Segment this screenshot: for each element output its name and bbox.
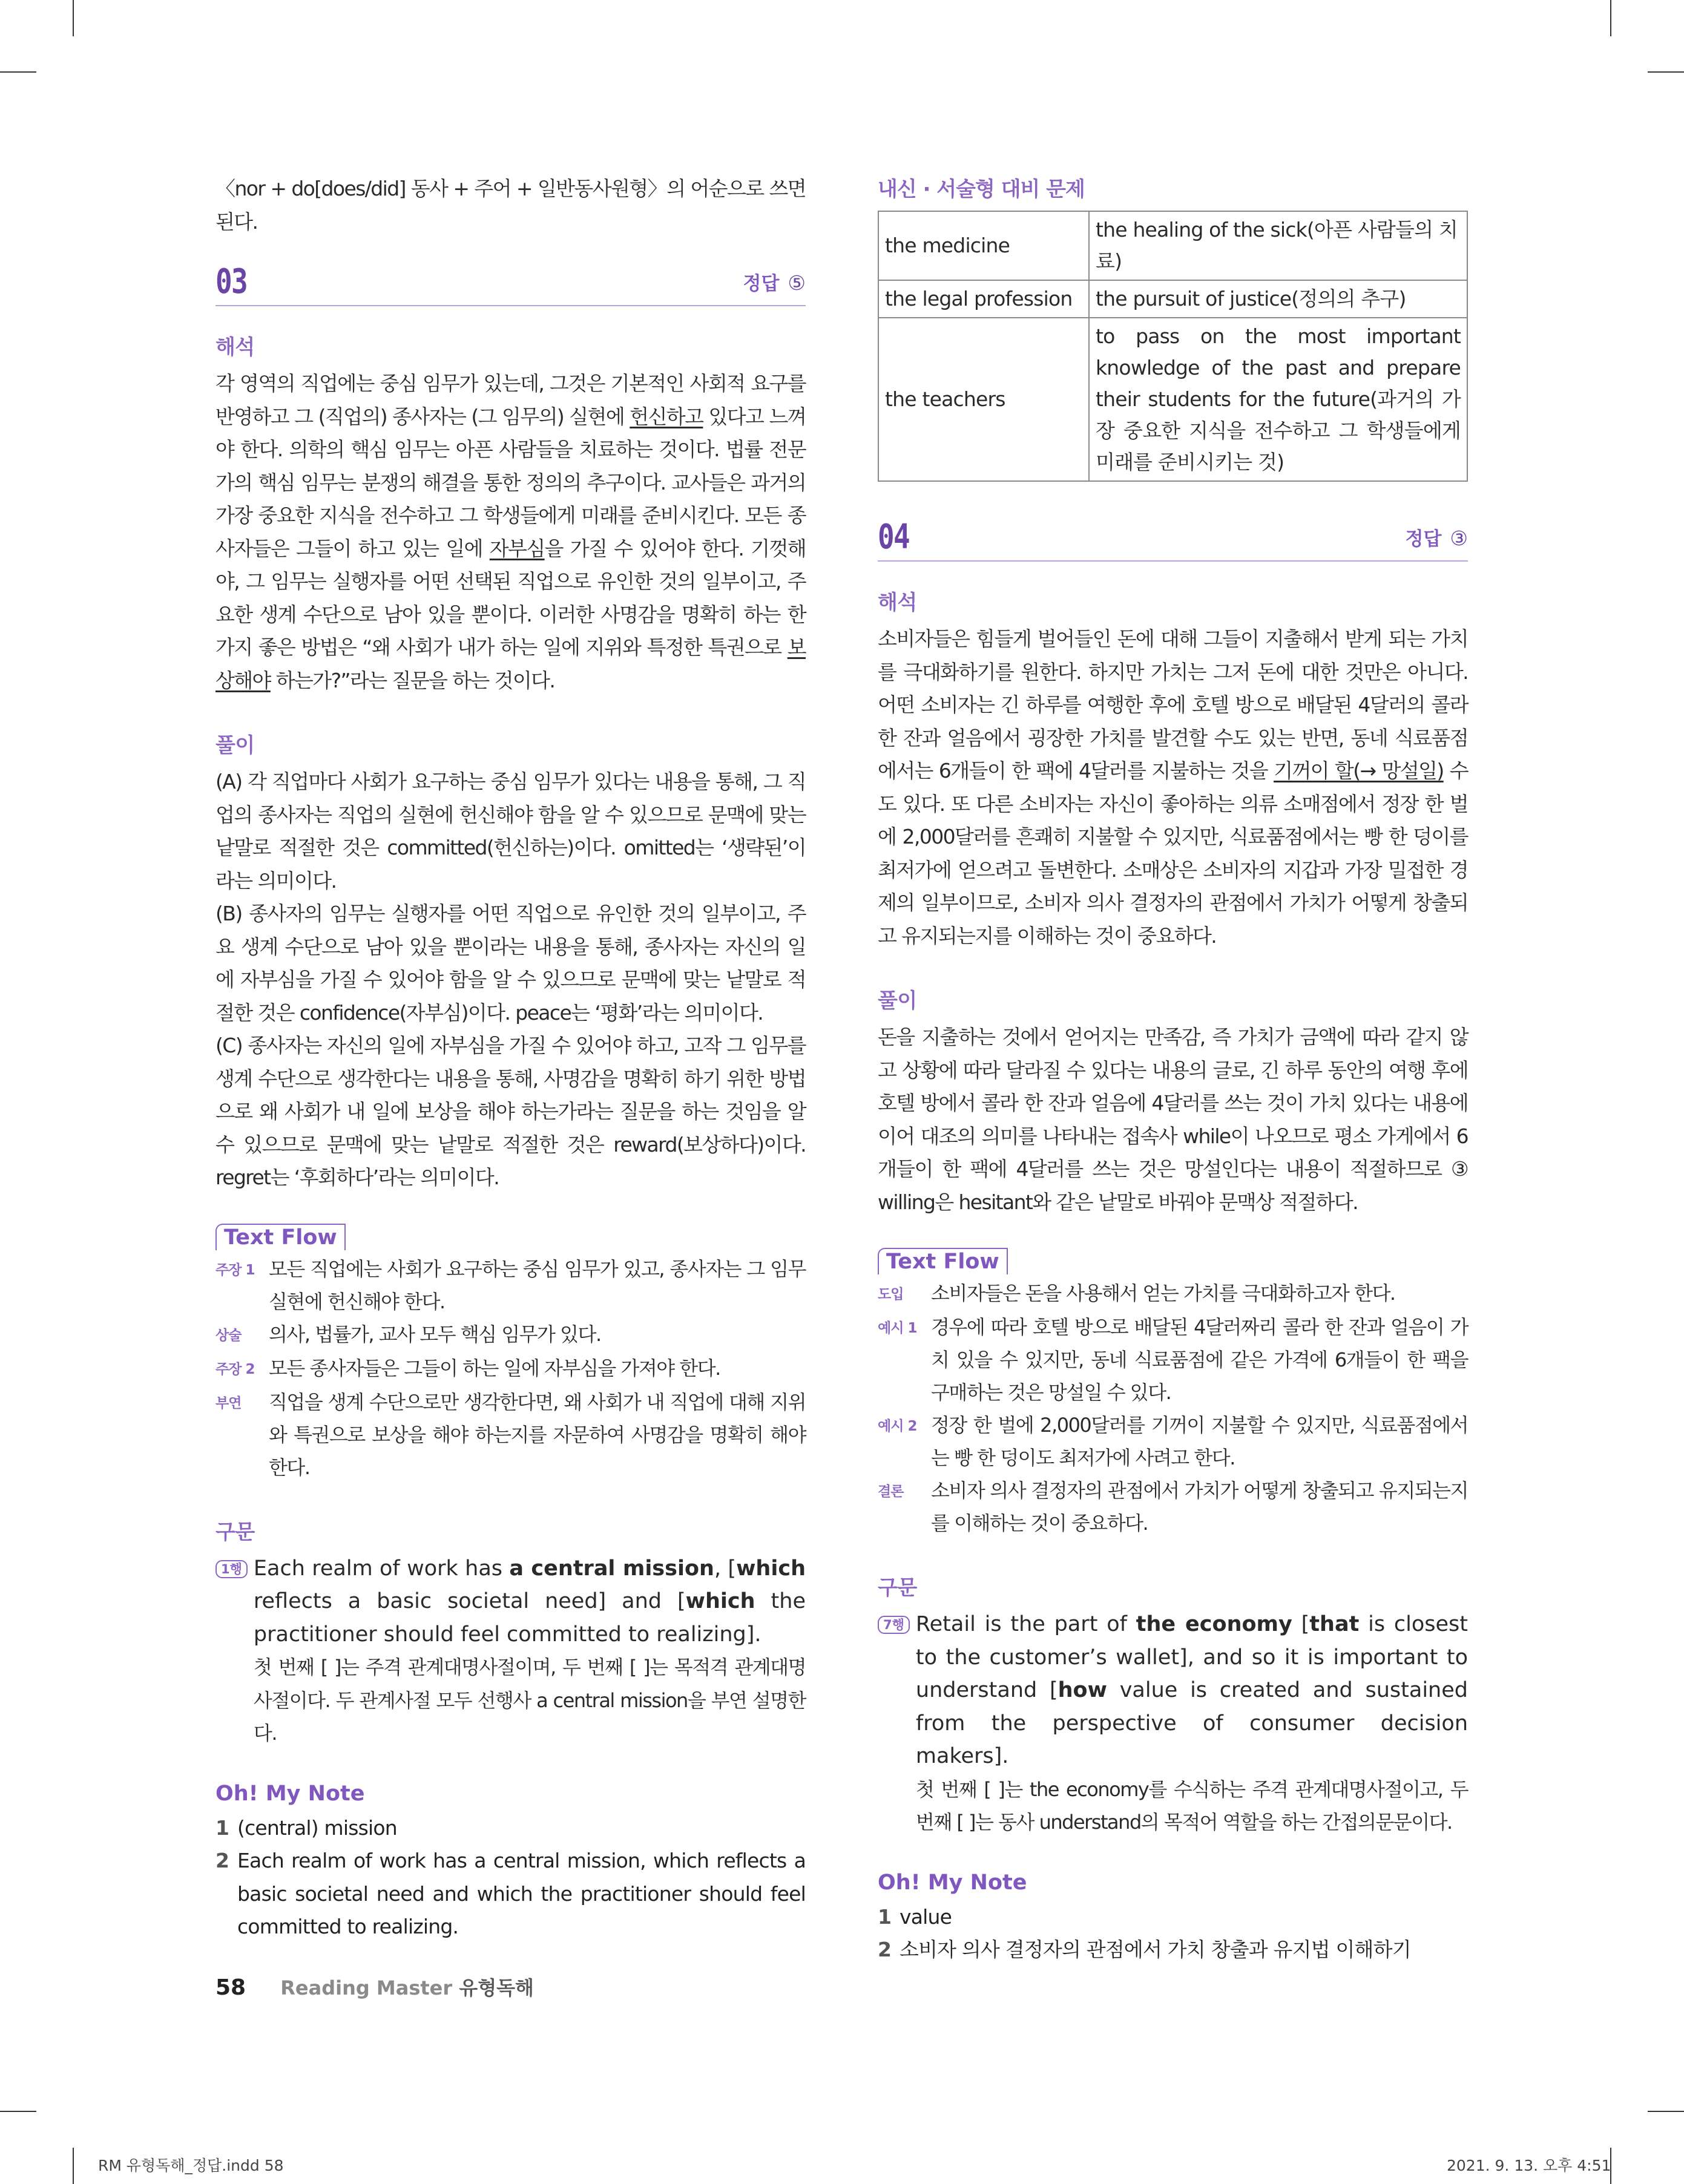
question-header-03 bbox=[215, 264, 806, 306]
crop-mark bbox=[1648, 2111, 1684, 2112]
translation-paragraph: 각 영역의 직업에는 중심 임무가 있는데, 그것은 기본적인 사회적 요구를 반영하고 그 (직업의) 종사자는 (그 임무의) 실현에 헌신하고 있다고 느껴야 한다. 의학의 핵심 임무는 아픈 사람들을 치료하는 것이다. 법률 전문가의 핵심 임무는 분쟁의 해결을 통한 정의의 추구이다. 교사들은 과거의 가장 중요한 지식을 전수하고 그 학생들에게 미래를 준비시킨다. 모든 종사자들은 그들이 하고 있는 일에 자부심을 가질 수 있어야 한다. 기껏해야, 그 임무는 실행자를 어떤 선택된 직업으로 유인한 것의 일부이고, 주요한 생계 수단으로 남아 있을 뿐이다. 이러한 사명감을 명확히 하는 한 가지 좋은 방법은 “왜 사회가 내가 하는 일에 지위와 특정한 특권으로 보상해야 하는가?”라는 질문을 하는 것이다. bbox=[215, 372, 806, 692]
note-item: 2 소비자 의사 결정자의 관점에서 가치 창출과 유지법 이해하기 bbox=[878, 1938, 1411, 1961]
question-number: 03 bbox=[215, 262, 248, 301]
translation-paragraph: 소비자들은 힘들게 벌어들인 돈에 대해 그들이 지출해서 받게 되는 가치를 극대화하기를 원한다. 하지만 가치는 그저 돈에 대한 것만은 아니다. 어떤 소비자는 긴 하루를 여행한 후에 호텔 방으로 배달된 4달러의 콜라 한 잔과 얼음에서 굉장한 가치를 발견할 수도 있는 반면, 동네 식료품점에서는 6개들이 한 팩에 4달러를 지불하는 것을 기꺼이 할(→ 망설일) 수도 있다. 또 다른 소비자는 자신이 좋아하는 의류 소매점에서 정장 한 벌에 2,000달러를 흔쾌히 지불할 수 있지만, 식료품점에서는 빵 한 덩이를 최저가에 얻으려고 돌변한다. 소매상은 소비자의 지갑과 가장 밀접한 경제의 일부이므로, 소비자 의사 결정자의 관점에서 가치가 어떻게 창출되고 유지되는지를 이해하는 것이 중요하다. bbox=[878, 627, 1469, 948]
explanation-c: (C) 종사자는 자신의 일에 자부심을 가질 수 있어야 하고, 고작 그 임무를 생계 수단으로 생각한다는 내용을 통해, 사명감을 명확히 하기 위한 방법으로 왜 사회가 내 일에 보상을 해야 하는가라는 질문을 하는 것임을 알 수 있으므로 문맥에 맞는 낱말로 적절한 것은 reward(보상하다)이다. regret는 ‘후회하다’라는 의미이다. bbox=[215, 1034, 806, 1189]
crop-mark bbox=[0, 71, 36, 73]
explanation-a: (A) 각 직업마다 사회가 요구하는 중심 임무가 있다는 내용을 통해, 그 직업의 종사자는 직업의 실현에 헌신해야 함을 알 수 있으므로 문맥에 맞는 낱말로 적절한 것은 committed(헌신하는)이다. omitted는 ‘생략된’이라는 의미이다. bbox=[215, 770, 806, 893]
table-cell: the pursuit of justice(정의의 추구) bbox=[1089, 280, 1467, 318]
explanation-b: (B) 종사자의 임무는 실행자를 어떤 직업으로 유인한 것의 일부이고, 주요 생계 수단으로 남아 있을 뿐이라는 내용을 통해, 종사자는 자신의 일에 자부심을 가질 수 있어야 함을 알 수 있으므로 문맥에 맞는 낱말로 적절한 것은 confidence(자부심)이다. peace는 ‘평화’라는 의미이다. bbox=[215, 902, 806, 1025]
note-item: 2 Each realm of work has a central mission, which reflects a basic societal need and which the practitioner should feel committed to realizing. bbox=[215, 1849, 806, 1938]
note-item: 1 (central) mission bbox=[215, 1815, 397, 1840]
text-flow-title: Text Flow bbox=[215, 1224, 346, 1250]
section-title-puri: 풀이 bbox=[878, 989, 917, 1013]
answer-label: 정답 ⑤ bbox=[743, 271, 806, 295]
text-flow-list bbox=[215, 1253, 806, 1484]
section-title-haeseok: 해석 bbox=[215, 335, 255, 359]
table-row bbox=[878, 211, 1467, 280]
question-number: 04 bbox=[878, 517, 910, 557]
my-note-title: Oh! My Note bbox=[878, 1870, 1027, 1895]
crop-mark bbox=[0, 2111, 36, 2112]
table-cell: the healing of the sick(아픈 사람들의 치료) bbox=[1089, 211, 1467, 280]
section-title-gumun: 구문 bbox=[878, 1576, 917, 1600]
section-title-haeseok: 해석 bbox=[878, 591, 917, 615]
right-column bbox=[878, 172, 1468, 1967]
answer-table bbox=[878, 211, 1468, 482]
text-flow-item: 상술 의사, 법률가, 교사 모두 핵심 임무가 있다. bbox=[215, 1322, 601, 1346]
text-flow-item: 주장 1 모든 직업에는 사회가 요구하는 중심 임무가 있고, 종사자는 그 임무 실현에 헌신해야 한다. bbox=[215, 1257, 806, 1313]
text-flow-item: 예시 2 정장 한 벌에 2,000달러를 기꺼이 지불할 수 있지만, 식료품점에서는 빵 한 덩이도 최저가에 사려고 한다. bbox=[878, 1414, 1468, 1469]
answer-value: ⑤ bbox=[788, 271, 806, 295]
book-subtitle: 유형독해 bbox=[459, 1976, 534, 1999]
text-flow-item: 예시 1 경우에 따라 호텔 방으로 배달된 4달러짜리 콜라 한 잔과 얼음이 가치 있을 수 있지만, 동네 식료품점에 같은 가격에 6개들이 한 팩을 구매하는 것은 망설일 수 있다. bbox=[878, 1316, 1468, 1404]
text-flow-list bbox=[878, 1277, 1468, 1540]
page-footer bbox=[215, 1973, 534, 2001]
answer-value: ③ bbox=[1450, 526, 1468, 550]
text-flow-title: Text Flow bbox=[878, 1248, 1008, 1274]
question-header-04 bbox=[878, 519, 1468, 562]
syntax-sentence: Retail is the part of the economy [that is closest to the customer’s wallet], and so it is important to understand [how value is created and sustained from the perspective of consumer decision makers]. bbox=[915, 1612, 1468, 1768]
text-flow-item: 부연 직업을 생계 수단으로만 생각한다면, 왜 사회가 내 직업에 대해 지위와 특권으로 보상을 해야 하는지를 자문하여 사명감을 명확히 해야 한다. bbox=[215, 1390, 806, 1479]
table-row bbox=[878, 280, 1467, 318]
print-slug-date: 2021. 9. 13. 오후 4:51 bbox=[1447, 2157, 1611, 2174]
explanation-paragraph: 돈을 지출하는 것에서 얻어지는 만족감, 즉 가치가 금액에 따라 같지 않고 상황에 따라 달라질 수 있다는 내용의 글로, 긴 하루 동안의 여행 후에 호텔 방에서 콜라 한 잔과 얼음에 4달러를 쓰는 것이 가치 있다는 내용에 이어 대조의 의미를 나타내는 접속사 while이 나오므로 평소 가게에서 6개들이 한 팩에 4달러를 쓰는 것은 망설인다는 내용이 적절하므로 ③ willing은 hesitant와 같은 낱말로 바꿔야 문맥상 적절하다. bbox=[878, 1025, 1468, 1214]
text-flow-item: 결론 소비자 의사 결정자의 관점에서 가치가 어떻게 창출되고 유지되는지를 이해하는 것이 중요하다. bbox=[878, 1479, 1468, 1535]
left-column bbox=[215, 172, 806, 1944]
text-flow-item: 주장 2 모든 종사자들은 그들이 하는 일에 자부심을 가져야 한다. bbox=[215, 1356, 720, 1380]
text-flow-item: 도입 소비자들은 돈을 사용해서 얻는 가치를 극대화하고자 한다. bbox=[878, 1282, 1395, 1305]
crop-mark bbox=[73, 2148, 74, 2184]
section-title-puri: 풀이 bbox=[215, 733, 255, 758]
note-item: 1 value bbox=[878, 1904, 952, 1929]
syntax-note bbox=[215, 1552, 806, 1750]
my-note-title: Oh! My Note bbox=[215, 1781, 365, 1806]
exam-prep-title: 내신 · 서술형 대비 문제 bbox=[878, 177, 1085, 202]
crop-mark bbox=[1610, 0, 1611, 36]
syntax-sentence: Each realm of work has a central mission, [which reflects a basic societal need] and [which the practitioner should feel committed to realizing]. bbox=[253, 1556, 806, 1647]
print-slug-file: RM 유형독해_정답.indd 58 bbox=[98, 2157, 284, 2174]
line-tag: 7행 bbox=[878, 1616, 910, 1634]
syntax-explanation: 첫 번째 [ ]는 the economy를 수식하는 주격 관계대명사절이고, 두 번째 [ ]는 동사 understand의 목적어 역할을 하는 간접의문문이다. bbox=[915, 1777, 1468, 1834]
table-row bbox=[878, 318, 1467, 481]
section-title-gumun: 구문 bbox=[215, 1520, 255, 1544]
table-cell: the medicine bbox=[878, 211, 1089, 280]
line-tag: 1행 bbox=[215, 1560, 248, 1578]
syntax-explanation: 첫 번째 [ ]는 주격 관계대명사절이며, 두 번째 [ ]는 목적격 관계대명사절이다. 두 관계사절 모두 선행사 a central mission을 부연 설명한다. bbox=[253, 1656, 806, 1745]
crop-mark bbox=[1648, 71, 1684, 73]
table-cell: the teachers bbox=[878, 318, 1089, 481]
page-number: 58 bbox=[215, 1975, 246, 2000]
intro-line: 〈nor + do[does/did] 동사 + 주어 + 일반동사원형〉의 어순으로 쓰면 된다. bbox=[215, 177, 806, 234]
book-title: Reading Master bbox=[280, 1976, 453, 1999]
crop-mark bbox=[73, 0, 74, 36]
table-cell: the legal profession bbox=[878, 280, 1089, 318]
table-cell: to pass on the most important knowledge of the past and prepare their students for the future(과거의 가장 중요한 지식을 전수하고 그 학생들에게 미래를 준비시키는 것) bbox=[1089, 318, 1467, 481]
syntax-note bbox=[878, 1608, 1468, 1839]
answer-label: 정답 ③ bbox=[1405, 526, 1468, 550]
